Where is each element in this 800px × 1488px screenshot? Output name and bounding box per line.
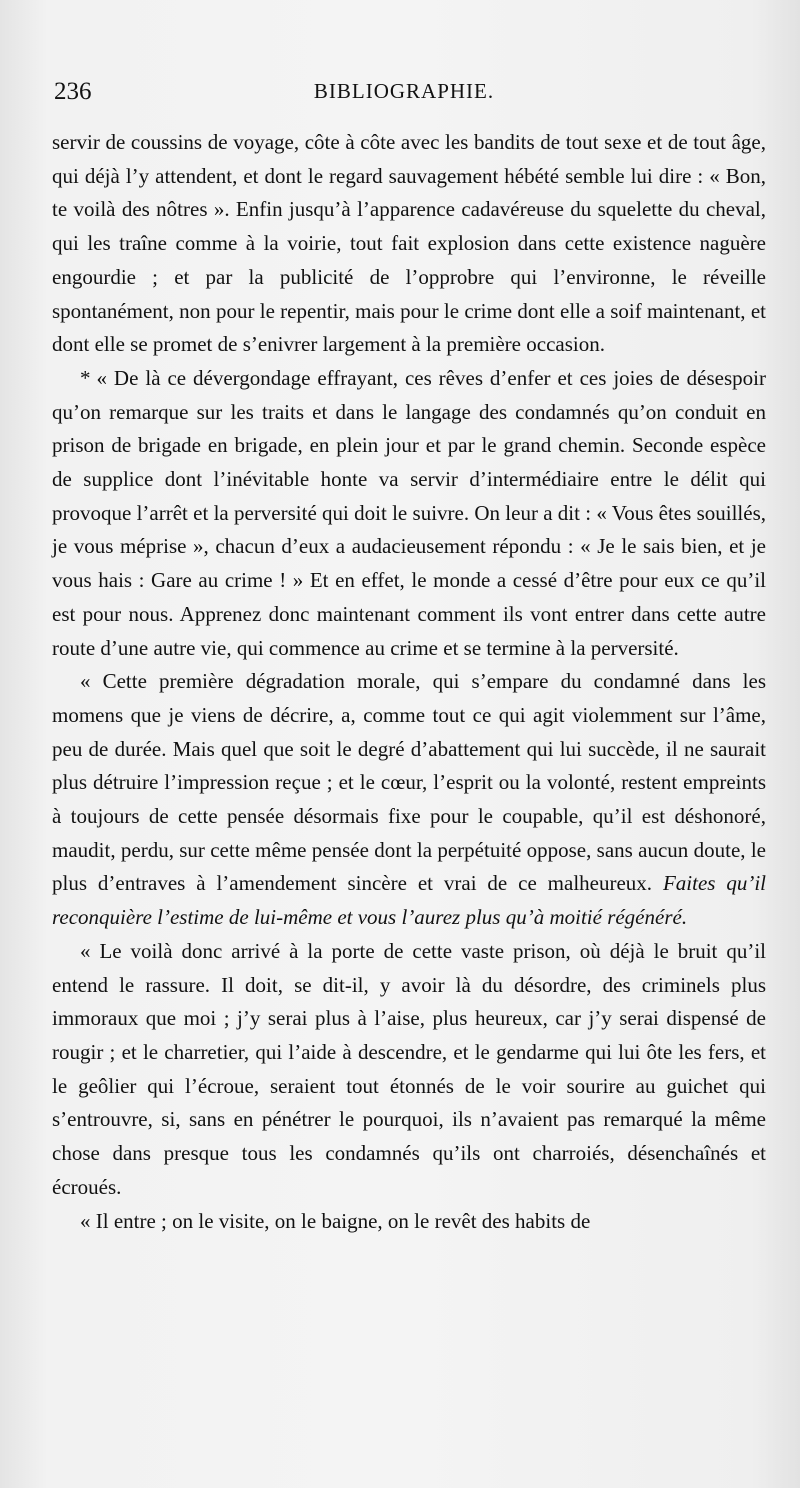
body-text	[52, 126, 766, 1238]
paragraph-2	[52, 362, 766, 665]
paragraph-4: « Le voilà donc arrivé à la porte de cette vaste prison, où déjà le bruit qu’il entend le rassure. Il doit, se dit-il, y avoir là du désordre, des criminels plus immoraux que moi ; j’y serai plus à l’aise, plus heureux, car j’y serai dispensé de rougir ; et le charretier, qui l’aide à descendre, et le gendarme qui lui ôte les fers, et le geôlier qui l’écroue, seraient tout étonnés de le voir sourire au guichet qui s’entrouvre, si, sans en pénétrer le pourquoi, ils n’avaient pas remarqué la même chose dans presque tous les condamnés qu’ils ont charroiés, désenchaînés et écroués.	[52, 938, 766, 1199]
running-head: BIBLIOGRAPHIE.	[313, 79, 495, 103]
paragraph-3	[52, 665, 766, 935]
paragraph-3-text: « Cette première dégradation morale, qui s’empare du condamné dans les momens que je viens de décrire, a, comme tout ce qui agit violemment sur l’âme, peu de durée. Mais quel que soit le degré d’abattement qui lui succède, il ne saurait plus détruire l’impression reçue ; et le cœur, l’esprit ou la volonté, restent empreints à toujours de cette pensée désormais fixe pour le coupable, qu’il est déshonoré, maudit, perdu, sur cette même pensée dont la perpétuité oppose, sans aucun doute, le plus d’entraves à l’amendement sincère et vrai de ce malheureux.	[52, 669, 766, 896]
paragraph-3-italic: Faites qu’il reconquière l’estime de lui-même et vous l’aurez plus qu’à moitié régénéré.	[52, 871, 766, 930]
margin-mark: *	[80, 365, 91, 390]
page-number: 236	[54, 78, 92, 105]
page-header	[54, 74, 754, 110]
paragraph-2-text: « De là ce dévergondage effrayant, ces rêves d’enfer et ces joies de désespoir qu’on remarque sur les traits et dans le langage des condamnés qu’on conduit en prison de brigade en brigade, en plein jour et par le grand chemin. Seconde espèce de supplice dont l’inévitable honte va servir d’intermédiaire entre le délit qui provoque l’arrêt et la perversité qui doit le suivre. On leur a dit : « Vous êtes souillés, je vous méprise », chacun d’eux a audacieusement répondu : « Je le sais bien, et je vous hais : Gare au crime ! » Et en effet, le monde a cessé d’être pour eux ce qu’il est pour nous. Apprenez donc maintenant comment ils vont entrer dans cette autre route d’une autre vie, qui commence au crime et se termine à la perversité.	[52, 365, 766, 660]
paragraph-1: servir de coussins de voyage, côte à côte avec les bandits de tout sexe et de tout âge, qui déjà l’y attendent, et dont le regard sauvagement hébété semble lui dire : « Bon, te voilà des nôtres ». Enfin jusqu’à l’apparence cadavéreuse du squelette du cheval, qui les traîne comme à la voirie, tout fait explosion dans cette existence naguère engourdie ; et par la publicité de l’opprobre qui l’environne, le réveille spontanément, non pour le repentir, mais pour le crime dont elle a soif maintenant, et dont elle se promet de s’enivrer largement à la première occasion.	[52, 130, 766, 357]
paragraph-5: « Il entre ; on le visite, on le baigne, on le revêt des habits de	[80, 1208, 591, 1233]
